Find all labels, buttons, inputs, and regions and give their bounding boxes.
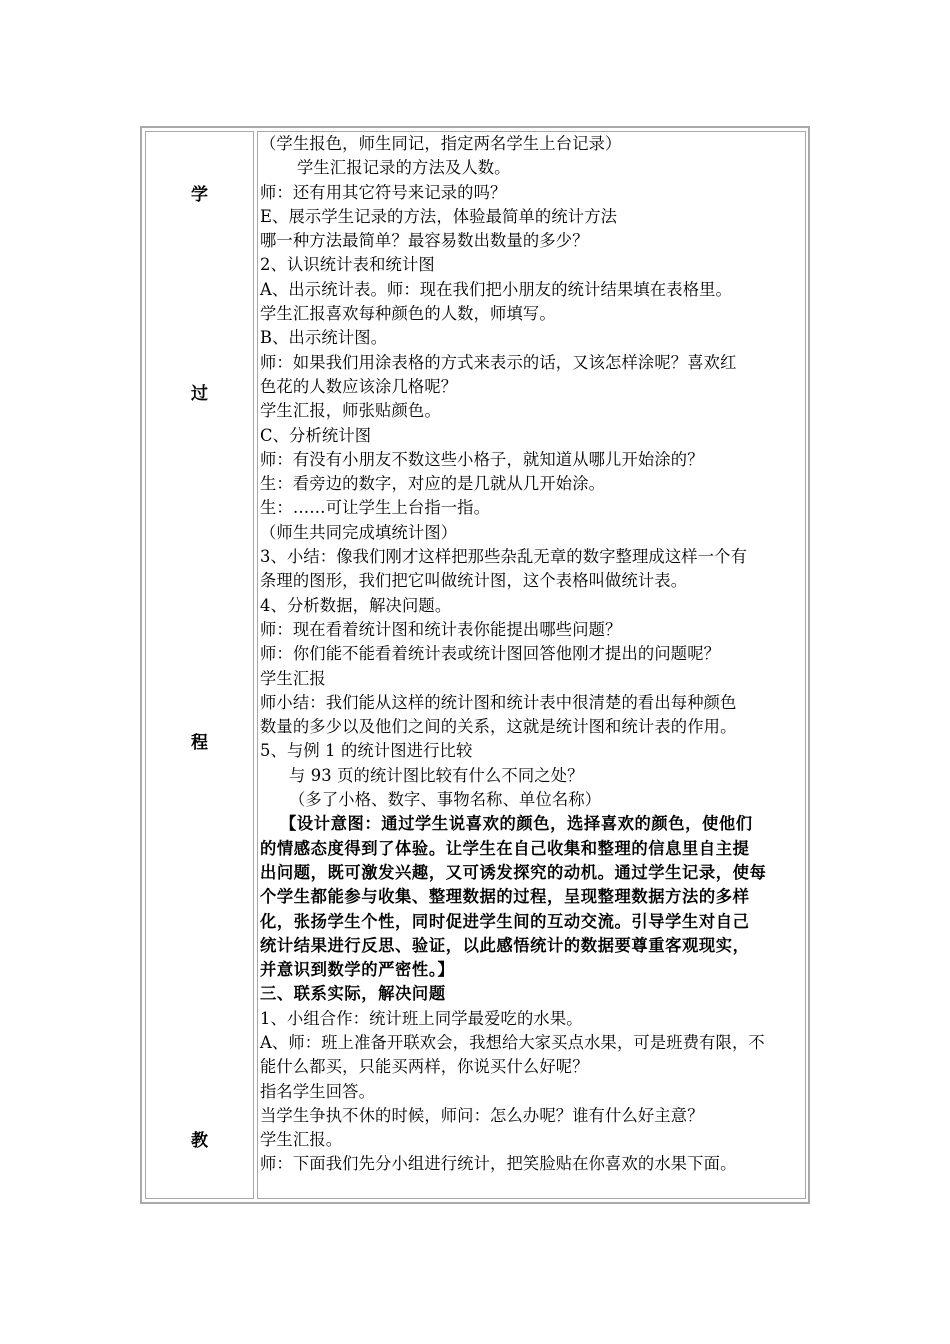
text-line: 2、认识统计表和统计图 xyxy=(260,255,435,275)
text-line: 学生汇报喜欢每种颜色的人数，师填写。 xyxy=(260,304,556,324)
side-label: 程 xyxy=(191,733,208,753)
design-intent-line: 出问题，既可激发兴趣，又可诱发探究的动机。通过学生记录，使每 xyxy=(260,862,767,882)
text-line: 与 93 页的统计图比较有什么不同之处？ xyxy=(289,765,584,785)
text-line: 师：还有用其它符号来记录的吗？ xyxy=(260,182,507,202)
lesson-text xyxy=(260,132,806,1177)
side-label: 学 xyxy=(191,185,208,205)
text-line: A、师：班上准备开联欢会，我想给大家买点水果，可是班费有限，不 xyxy=(260,1032,765,1052)
design-intent-line: 统计结果进行反思、验证，以此感悟统计的数据要尊重客观现实， xyxy=(260,935,750,955)
text-line: 条理的图形，我们把它叫做统计图，这个表格叫做统计表。 xyxy=(260,571,688,591)
text-line: （多了小格、数字、事物名称、单位名称） xyxy=(289,790,602,810)
text-line: 师：现在看着统计图和统计表你能提出哪些问题？ xyxy=(260,619,622,639)
text-line: 师：你们能不能看着统计表或统计图回答他刚才提出的问题呢？ xyxy=(260,644,721,664)
design-intent-line: 的情感态度得到了体验。让学生在自己收集和整理的信息里自主提 xyxy=(260,838,750,858)
text-line: 师小结：我们能从这样的统计图和统计表中很清楚的看出每种颜色 xyxy=(260,692,737,712)
content-cell xyxy=(257,131,806,1199)
text-line: 师：下面我们先分小组进行统计，把笑脸贴在你喜欢的水果下面。 xyxy=(260,1154,737,1174)
text-line: 师：如果我们用涂表格的方式来表示的话，又该怎样涂呢？喜欢红 xyxy=(260,352,737,372)
text-line: （学生报色，师生同记，指定两名学生上台记录） xyxy=(260,134,622,153)
side-label: 过 xyxy=(191,384,208,404)
text-line: 学生汇报，师张贴颜色。 xyxy=(260,401,441,421)
text-line: 指名学生回答。 xyxy=(260,1081,376,1101)
text-line: 1、小组合作：统计班上同学最爱吃的水果。 xyxy=(260,1008,583,1028)
text-line: 5、与例 1 的统计图进行比较 xyxy=(260,741,473,761)
text-line: 色花的人数应该涂几格呢？ xyxy=(260,376,458,396)
text-line: 学生汇报。 xyxy=(260,1130,343,1150)
section-heading: 三、联系实际，解决问题 xyxy=(260,984,446,1004)
text-line: A、出示统计表。师：现在我们把小朋友的统计结果填在表格里。 xyxy=(260,279,732,299)
text-line: 生：……可让学生上台指一指。 xyxy=(260,498,491,518)
text-line: （师生共同完成填统计图） xyxy=(260,522,458,542)
text-line: 学生汇报 xyxy=(260,668,326,688)
text-line: C、分析统计图 xyxy=(260,425,372,445)
lesson-table xyxy=(140,126,810,1204)
design-intent-line: 化，张扬学生个性，同时促进学生间的互动交流。引导学生对自己 xyxy=(260,911,750,931)
text-line: 哪一种方法最简单？最容易数出数量的多少？ xyxy=(260,231,589,251)
text-line: E、展示学生记录的方法，体验最简单的统计方法 xyxy=(260,206,618,226)
section-label-cell xyxy=(145,131,254,1199)
text-line: B、出示统计图。 xyxy=(260,328,388,348)
text-line: 4、分析数据，解决问题。 xyxy=(260,595,452,615)
text-line: 生：看旁边的数字，对应的是几就从几开始涂。 xyxy=(260,474,606,494)
side-label: 教 xyxy=(191,1131,208,1151)
text-line: 师：有没有小朋友不数这些小格子，就知道从哪儿开始涂的？ xyxy=(260,449,704,469)
text-line: 数量的多少以及他们之间的关系，这就是统计图和统计表的作用。 xyxy=(260,717,737,737)
text-line: 3、小结：像我们刚才这样把那些杂乱无章的数字整理成这样一个有 xyxy=(260,547,748,567)
text-line: 当学生争执不休的时候，师问：怎么办呢？谁有什么好主意？ xyxy=(260,1105,704,1125)
text-line: 能什么都买，只能买两样，你说买什么好呢？ xyxy=(260,1057,589,1077)
design-intent-line: 【设计意图：通过学生说喜欢的颜色，选择喜欢的颜色，使他们 xyxy=(280,814,753,834)
design-intent-line: 个学生都能参与收集、整理数据的过程，呈现整理数据方法的多样 xyxy=(260,887,750,907)
text-line: 学生汇报记录的方法及人数。 xyxy=(297,158,511,178)
design-intent-line: 并意识到数学的严密性。】 xyxy=(260,960,455,980)
